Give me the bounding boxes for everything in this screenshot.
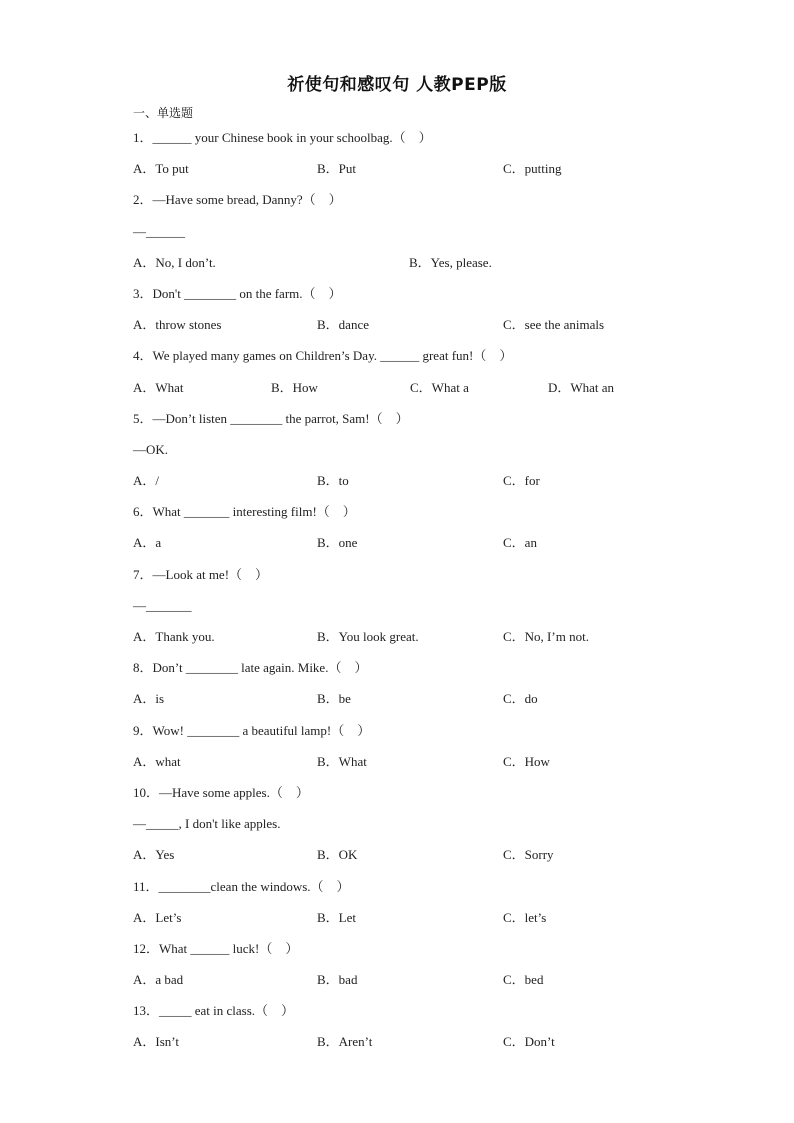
answer-option[interactable]: C．What a [410,379,469,395]
answer-options-row [133,471,693,502]
question-stem: 10．—Have some apples.（ ） [133,784,309,800]
question-list [133,128,693,1064]
answer-option[interactable]: B．Aren’t [317,1034,373,1050]
question-stem: 6．What _______ interesting film!（ ） [133,504,356,520]
answer-option[interactable]: A．To put [133,161,189,177]
answer-option[interactable]: B．Put [317,161,357,177]
page-title: 祈使句和感叹句 人教PEP版 [287,75,507,95]
question-dialogue-line: —OK. [133,441,169,457]
answer-options-row [133,253,693,284]
question-stem: 11．________clean the windows.（ ） [133,878,350,894]
answer-options-row [133,378,693,409]
answer-option[interactable]: C．do [503,691,538,707]
answer-option[interactable]: B．be [317,691,351,707]
section-heading: 一、单选题 [133,106,194,120]
answer-option[interactable]: B．How [271,379,318,395]
question-stem: 13．_____ eat in class.（ ） [133,1003,295,1019]
answer-option[interactable]: C．putting [503,161,562,177]
answer-option[interactable]: B．to [317,473,349,489]
answer-options-row [133,1032,693,1063]
answer-option[interactable]: D．What an [548,379,615,395]
answer-options-row [133,689,693,720]
answer-option[interactable]: B．What [317,753,367,769]
answer-option[interactable]: C．Don’t [503,1034,555,1050]
answer-option[interactable]: A．what [133,753,181,769]
answer-option[interactable]: A．Isn’t [133,1034,179,1050]
answer-option[interactable]: A．What [133,379,184,395]
answer-option[interactable]: C．Sorry [503,847,554,863]
answer-option[interactable]: C．an [503,535,537,551]
question-stem: 12．What ______ luck!（ ） [133,940,299,956]
answer-options-row [133,752,693,783]
answer-options-row [133,533,693,564]
question-stem: 1．______ your Chinese book in your schoolbag.（ ） [133,130,432,145]
answer-option[interactable]: B．dance [317,317,369,333]
question-dialogue-line: —_____, I don't like apples. [133,816,281,832]
answer-option[interactable]: A．Thank you. [133,629,215,644]
answer-option[interactable]: B．OK [317,847,358,863]
question-dialogue-line: —______ [133,223,185,239]
answer-option[interactable]: A．/ [133,473,160,489]
answer-option[interactable]: C．see the animals [503,317,605,333]
question-stem: 7．—Look at me!（ ） [133,566,269,582]
question-stem: 2．—Have some bread, Danny?（ ） [133,192,342,208]
answer-option[interactable]: C．No, I’m not. [503,629,589,644]
answer-option[interactable]: B．Let [317,909,356,925]
answer-option[interactable]: A．throw stones [133,317,222,333]
answer-option[interactable]: B．one [317,535,358,551]
question-stem: 9．Wow! ________ a beautiful lamp!（ ） [133,722,371,738]
answer-option[interactable]: B．You look great. [317,629,419,644]
answer-options-row [133,159,693,190]
question-stem: 5．—Don’t listen ________ the parrot, Sam!（ ） [133,410,409,426]
answer-options-row [133,845,693,876]
question-stem: 4．We played many games on Children’s Day. ______ great fun!（ ） [133,348,513,364]
answer-option[interactable]: C．for [503,473,540,489]
answer-option[interactable]: A．No, I don’t. [133,254,216,270]
answer-option[interactable]: A．Yes [133,847,175,863]
answer-option[interactable]: A．is [133,691,165,707]
answer-options-row [133,970,693,1001]
answer-option[interactable]: C．bed [503,972,544,988]
question-stem: 3．Don't ________ on the farm.（ ） [133,285,342,301]
question-stem: 8．Don’t ________ late again. Mike.（ ） [133,660,368,676]
answer-options-row [133,908,693,939]
answer-option[interactable]: C．How [503,753,550,769]
question-dialogue-line: —_______ [133,597,192,613]
answer-options-row [133,315,693,346]
answer-options-row [133,627,693,658]
answer-option[interactable]: A．Let’s [133,909,182,925]
answer-option[interactable]: A．a bad [133,972,184,988]
answer-option[interactable]: C．let’s [503,909,547,925]
answer-option[interactable]: A．a [133,535,162,551]
answer-option[interactable]: B．Yes, please. [409,254,492,270]
answer-option[interactable]: B．bad [317,972,358,988]
